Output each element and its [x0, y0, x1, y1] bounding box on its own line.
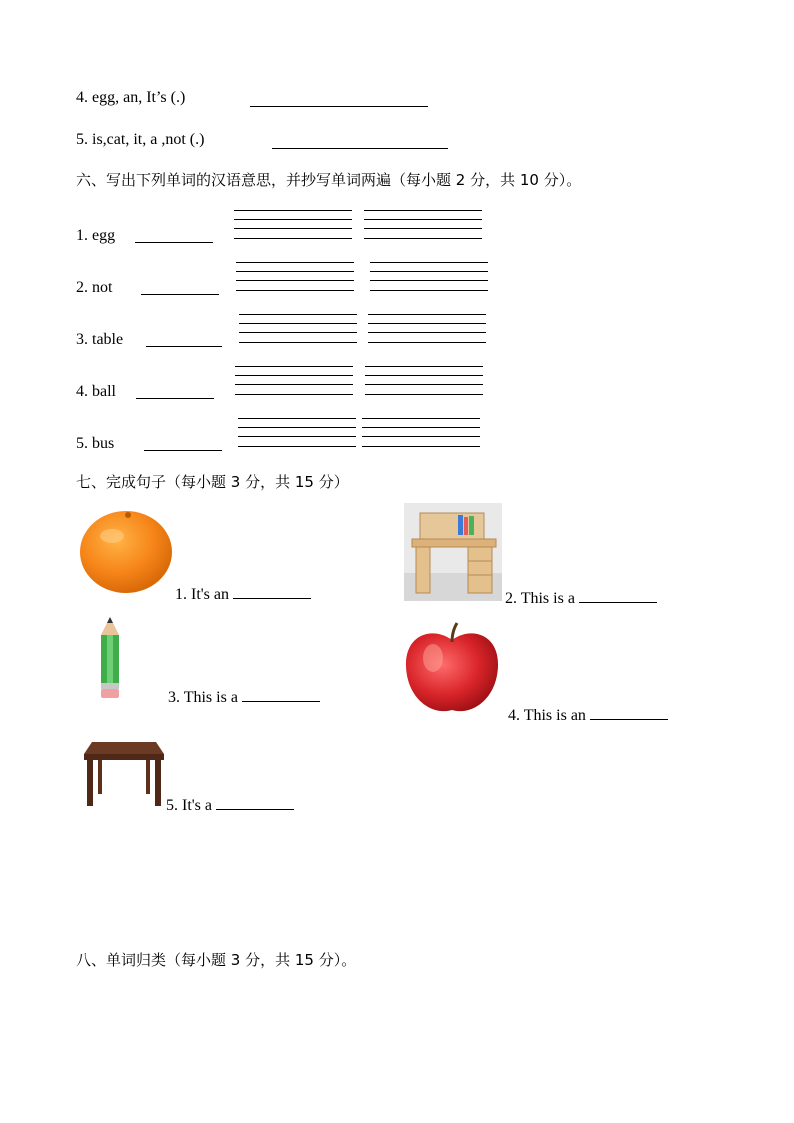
pencil-icon [96, 617, 124, 699]
meaning-line[interactable] [141, 294, 219, 295]
meaning-line[interactable] [146, 346, 222, 347]
answer-line-q4[interactable] [250, 106, 428, 107]
word-label: 1. egg [76, 227, 116, 244]
sentence-q5: 5. is,cat, it, a ,not (.) [76, 131, 205, 148]
copy-lines[interactable] [370, 262, 488, 290]
meaning-line[interactable] [144, 450, 222, 451]
section-7-title: 七、完成句子（每小题 3 分，共 15 分） [76, 473, 349, 491]
orange-icon [78, 506, 174, 596]
copy-lines[interactable] [362, 418, 480, 446]
answer-blank[interactable] [216, 793, 294, 810]
sentence-label: 5. It's a [166, 793, 294, 816]
sentence-label: 4. This is an [508, 703, 668, 726]
sentence-label: 2. This is a [505, 586, 657, 609]
answer-blank[interactable] [590, 703, 668, 720]
sentence-q4: 4. egg, an, It’s (.) [76, 89, 186, 106]
answer-blank[interactable] [242, 685, 320, 702]
copy-lines[interactable] [236, 262, 354, 290]
answer-blank[interactable] [233, 582, 311, 599]
copy-lines[interactable] [364, 210, 482, 238]
desk-icon [404, 503, 502, 601]
copy-lines[interactable] [234, 210, 352, 238]
copy-lines[interactable] [235, 366, 353, 394]
copy-lines[interactable] [368, 314, 486, 342]
copy-lines[interactable] [365, 366, 483, 394]
copy-lines[interactable] [238, 418, 356, 446]
answer-blank[interactable] [579, 586, 657, 603]
answer-line-q5[interactable] [272, 148, 448, 149]
word-label: 4. ball [76, 383, 116, 400]
sentence-label: 3. This is a [168, 685, 320, 708]
copy-lines[interactable] [239, 314, 357, 342]
sentence-label: 1. It's an [175, 582, 311, 605]
word-label: 5. bus [76, 435, 115, 452]
meaning-line[interactable] [135, 242, 213, 243]
word-label: 3. table [76, 331, 124, 348]
apple-icon [403, 620, 501, 716]
section-6-title: 六、写出下列单词的汉语意思，并抄写单词两遍（每小题 2 分，共 10 分）。 [76, 171, 582, 189]
meaning-line[interactable] [136, 398, 214, 399]
table-icon [82, 738, 166, 808]
section-8-title: 八、单词归类（每小题 3 分，共 15 分）。 [76, 951, 357, 969]
word-label: 2. not [76, 279, 113, 296]
